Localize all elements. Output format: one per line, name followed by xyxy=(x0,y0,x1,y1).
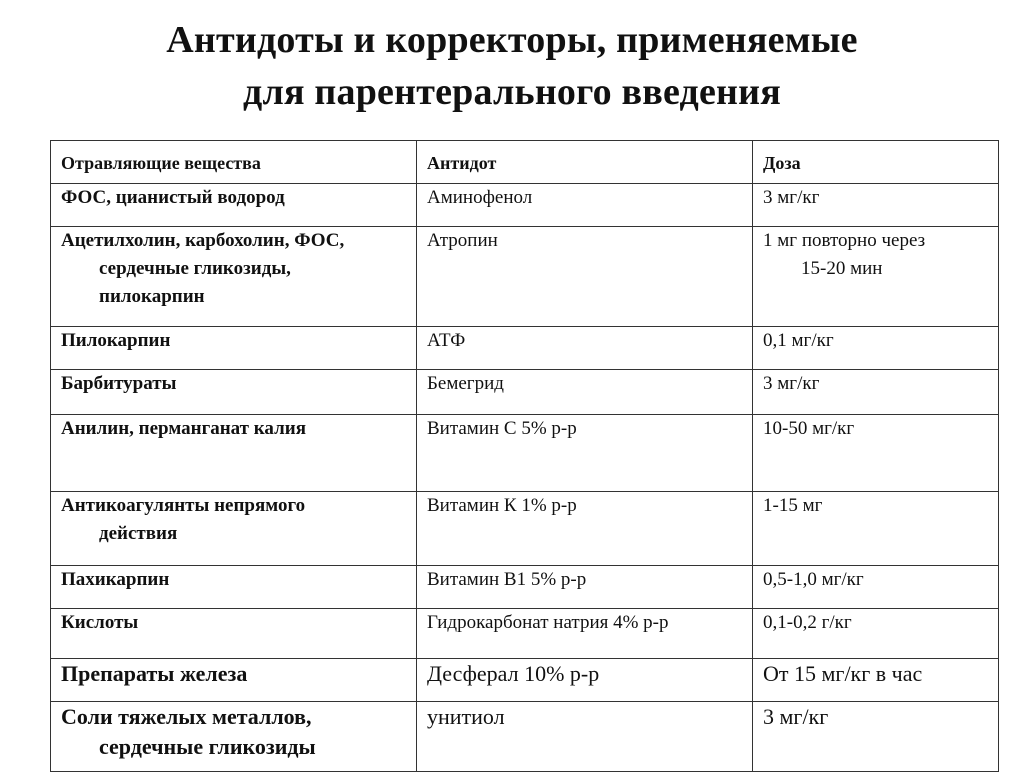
agent-line: пилокарпин xyxy=(99,286,205,307)
agent-cell xyxy=(51,227,417,327)
dose-cell: От 15 мг/кг в час xyxy=(753,659,999,702)
dose-cell: 10-50 мг/кг xyxy=(753,415,999,492)
title-line-2: для парентерального введения xyxy=(243,71,781,113)
dose-line: 1 мг повторно через xyxy=(763,230,926,251)
antidote-cell: Десферал 10% р-р xyxy=(417,659,753,702)
header-dose: Доза xyxy=(753,141,999,184)
antidote-cell: Атропин xyxy=(417,227,753,327)
antidote-cell: АТФ xyxy=(417,327,753,370)
antidote-cell: Витамин В1 5% р-р xyxy=(417,566,753,609)
agent-line: действия xyxy=(99,523,178,544)
dose-line: 15-20 мин xyxy=(801,258,883,279)
agent-cell: Препараты железа xyxy=(51,659,417,702)
antidote-cell: унитиол xyxy=(417,702,753,772)
agent-cell xyxy=(51,492,417,566)
table-row xyxy=(51,227,999,327)
dose-cell: 3 мг/кг xyxy=(753,184,999,227)
dose-cell: 3 мг/кг xyxy=(753,702,999,772)
dose-cell: 0,5-1,0 мг/кг xyxy=(753,566,999,609)
header-antidote: Антидот xyxy=(417,141,753,184)
dose-cell: 0,1 мг/кг xyxy=(753,327,999,370)
agent-line: сердечные гликозиды xyxy=(99,734,316,759)
table-header-row xyxy=(51,141,999,184)
title-line-1: Антидоты и корректоры, применяемые xyxy=(166,19,858,61)
dose-cell: 1-15 мг xyxy=(753,492,999,566)
table-row xyxy=(51,492,999,566)
agent-line: Соли тяжелых металлов, xyxy=(61,704,312,729)
table-row xyxy=(51,327,999,370)
antidote-cell: Бемегрид xyxy=(417,370,753,415)
table-row xyxy=(51,702,999,772)
table-row xyxy=(51,566,999,609)
antidotes-table xyxy=(50,140,999,772)
dose-cell xyxy=(753,227,999,327)
agent-cell: Барбитураты xyxy=(51,370,417,415)
agent-cell: Кислоты xyxy=(51,609,417,659)
table-row xyxy=(51,184,999,227)
agent-cell xyxy=(51,702,417,772)
antidote-cell: Витамин С 5% р-р xyxy=(417,415,753,492)
agent-cell: ФОС, цианистый водород xyxy=(51,184,417,227)
table-row xyxy=(51,659,999,702)
agent-line: сердечные гликозиды, xyxy=(99,258,291,279)
dose-cell: 3 мг/кг xyxy=(753,370,999,415)
agent-cell: Пилокарпин xyxy=(51,327,417,370)
table-row xyxy=(51,370,999,415)
agent-cell: Анилин, перманганат калия xyxy=(51,415,417,492)
page-title xyxy=(0,14,1024,118)
table-row xyxy=(51,415,999,492)
dose-cell: 0,1-0,2 г/кг xyxy=(753,609,999,659)
antidote-cell: Витамин К 1% р-р xyxy=(417,492,753,566)
antidote-cell: Аминофенол xyxy=(417,184,753,227)
header-agents: Отравляющие вещества xyxy=(51,141,417,184)
agent-line: Ацетилхолин, карбохолин, ФОС, xyxy=(61,230,345,251)
agent-cell: Пахикарпин xyxy=(51,566,417,609)
table-row xyxy=(51,609,999,659)
antidote-cell: Гидрокарбонат натрия 4% р-р xyxy=(417,609,753,659)
agent-line: Антикоагулянты непрямого xyxy=(61,495,306,516)
